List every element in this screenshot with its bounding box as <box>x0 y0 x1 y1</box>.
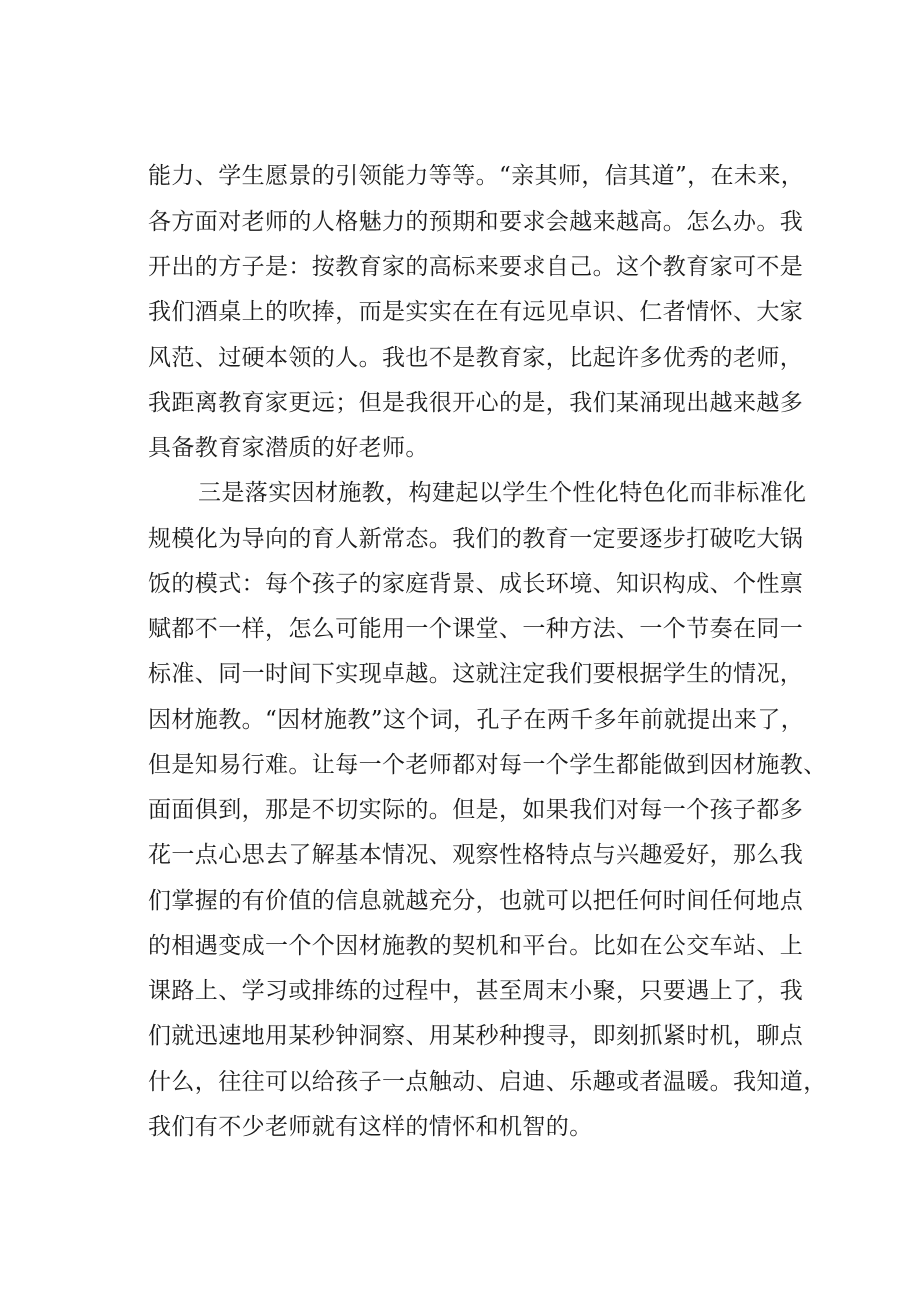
text-line: 们掌握的有价值的信息就越充分，也就可以把任何时间任何地点 <box>148 888 804 914</box>
paragraph-first-line: 三是落实因材施教，构建起以学生个性化特色化而非标准化 <box>198 480 807 506</box>
text-line: 标准、同一时间下实现卓越。这就注定我们要根据学生的情况， <box>148 661 804 687</box>
text-line: 饭的模式：每个孩子的家庭背景、成长环境、知识构成、个性禀 <box>148 571 804 597</box>
text-line: 风范、过硬本领的人。我也不是教育家，比起许多优秀的老师， <box>148 345 804 371</box>
text-line: 赋都不一样，怎么可能用一个课堂、一种方法、一个节奏在同一 <box>148 616 804 642</box>
text-line: 的相遇变成一个个因材施教的契机和平台。比如在公交车站、上 <box>148 933 804 959</box>
text-line: 我们酒桌上的吹捧，而是实实在在有远见卓识、仁者情怀、大家 <box>148 299 804 325</box>
text-line: 能力、学生愿景的引领能力等等。“亲其师，信其道”，在未来， <box>148 163 805 189</box>
text-line: 开出的方子是：按教育家的高标来要求自己。这个教育家可不是 <box>148 254 804 280</box>
text-line: 花一点心思去了解基本情况、观察性格特点与兴趣爱好，那么我 <box>148 842 804 868</box>
text-line: 规模化为导向的育人新常态。我们的教育一定要逐步打破吃大锅 <box>148 526 804 552</box>
text-line: 但是知易行难。让每一个老师都对每一个学生都能做到因材施教、 <box>148 752 827 778</box>
text-line: 我们有不少老师就有这样的情怀和机智的。 <box>148 1114 593 1140</box>
text-line: 面面俱到，那是不切实际的。但是，如果我们对每一个孩子都多 <box>148 797 804 823</box>
text-line: 们就迅速地用某秒钟洞察、用某秒种搜寻，即刻抓紧时机，聊点 <box>148 1023 804 1049</box>
text-line: 各方面对老师的人格魅力的预期和要求会越来越高。怎么办。我 <box>148 209 804 235</box>
text-line: 课路上、学习或排练的过程中，甚至周末小聚，只要遇上了，我 <box>148 978 804 1004</box>
text-line: 什么，往往可以给孩子一点触动、启迪、乐趣或者温暖。我知道， <box>148 1069 827 1095</box>
text-line: 具备教育家潜质的好老师。 <box>148 435 429 461</box>
text-line: 我距离教育家更远；但是我很开心的是，我们某涌现出越来越多 <box>148 390 804 416</box>
text-line: 因材施教。“因材施教”这个词，孔子在两千多年前就提出来了， <box>148 707 805 733</box>
